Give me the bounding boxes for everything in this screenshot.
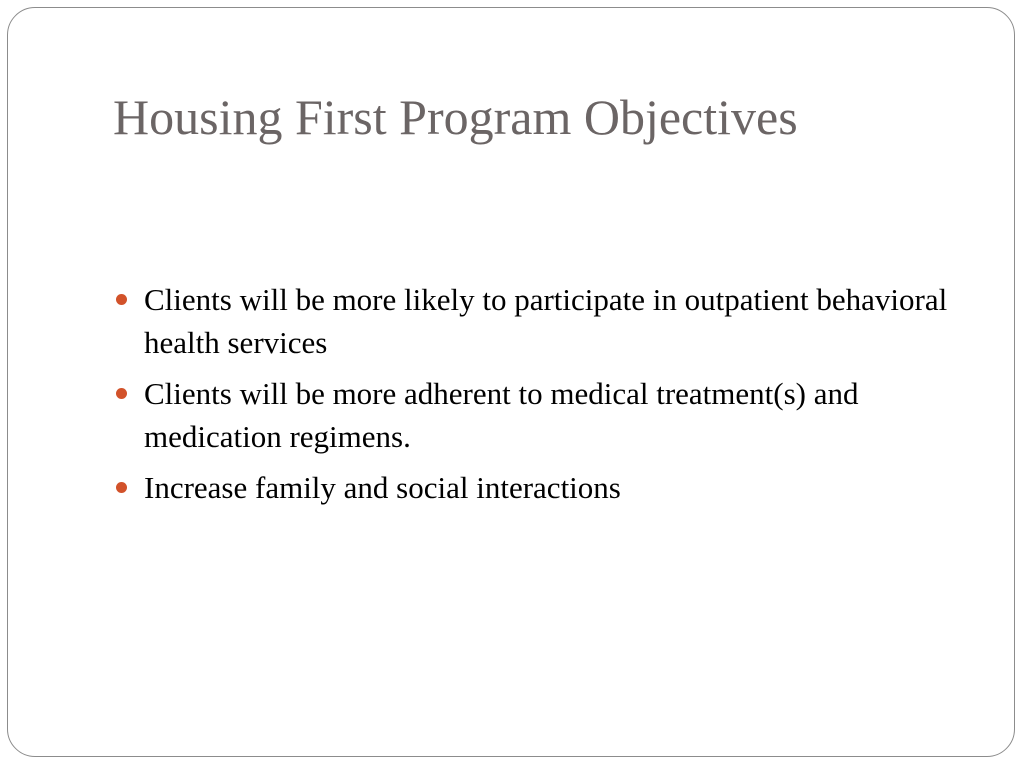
bullet-text: Increase family and social interactions	[144, 470, 621, 505]
bullet-dot-icon	[116, 294, 127, 305]
bullet-text: Clients will be more adherent to medical treatment(s) and medication regimens.	[144, 376, 859, 454]
slide-title: Housing First Program Objectives	[113, 89, 798, 145]
bullet-list	[116, 278, 976, 517]
bullet-dot-icon	[116, 482, 127, 493]
bullet-item	[116, 372, 976, 458]
bullet-item	[116, 278, 976, 364]
bullet-dot-icon	[116, 388, 127, 399]
bullet-text: Clients will be more likely to participate in outpatient behavioral health services	[144, 282, 948, 360]
bullet-item	[116, 466, 976, 509]
